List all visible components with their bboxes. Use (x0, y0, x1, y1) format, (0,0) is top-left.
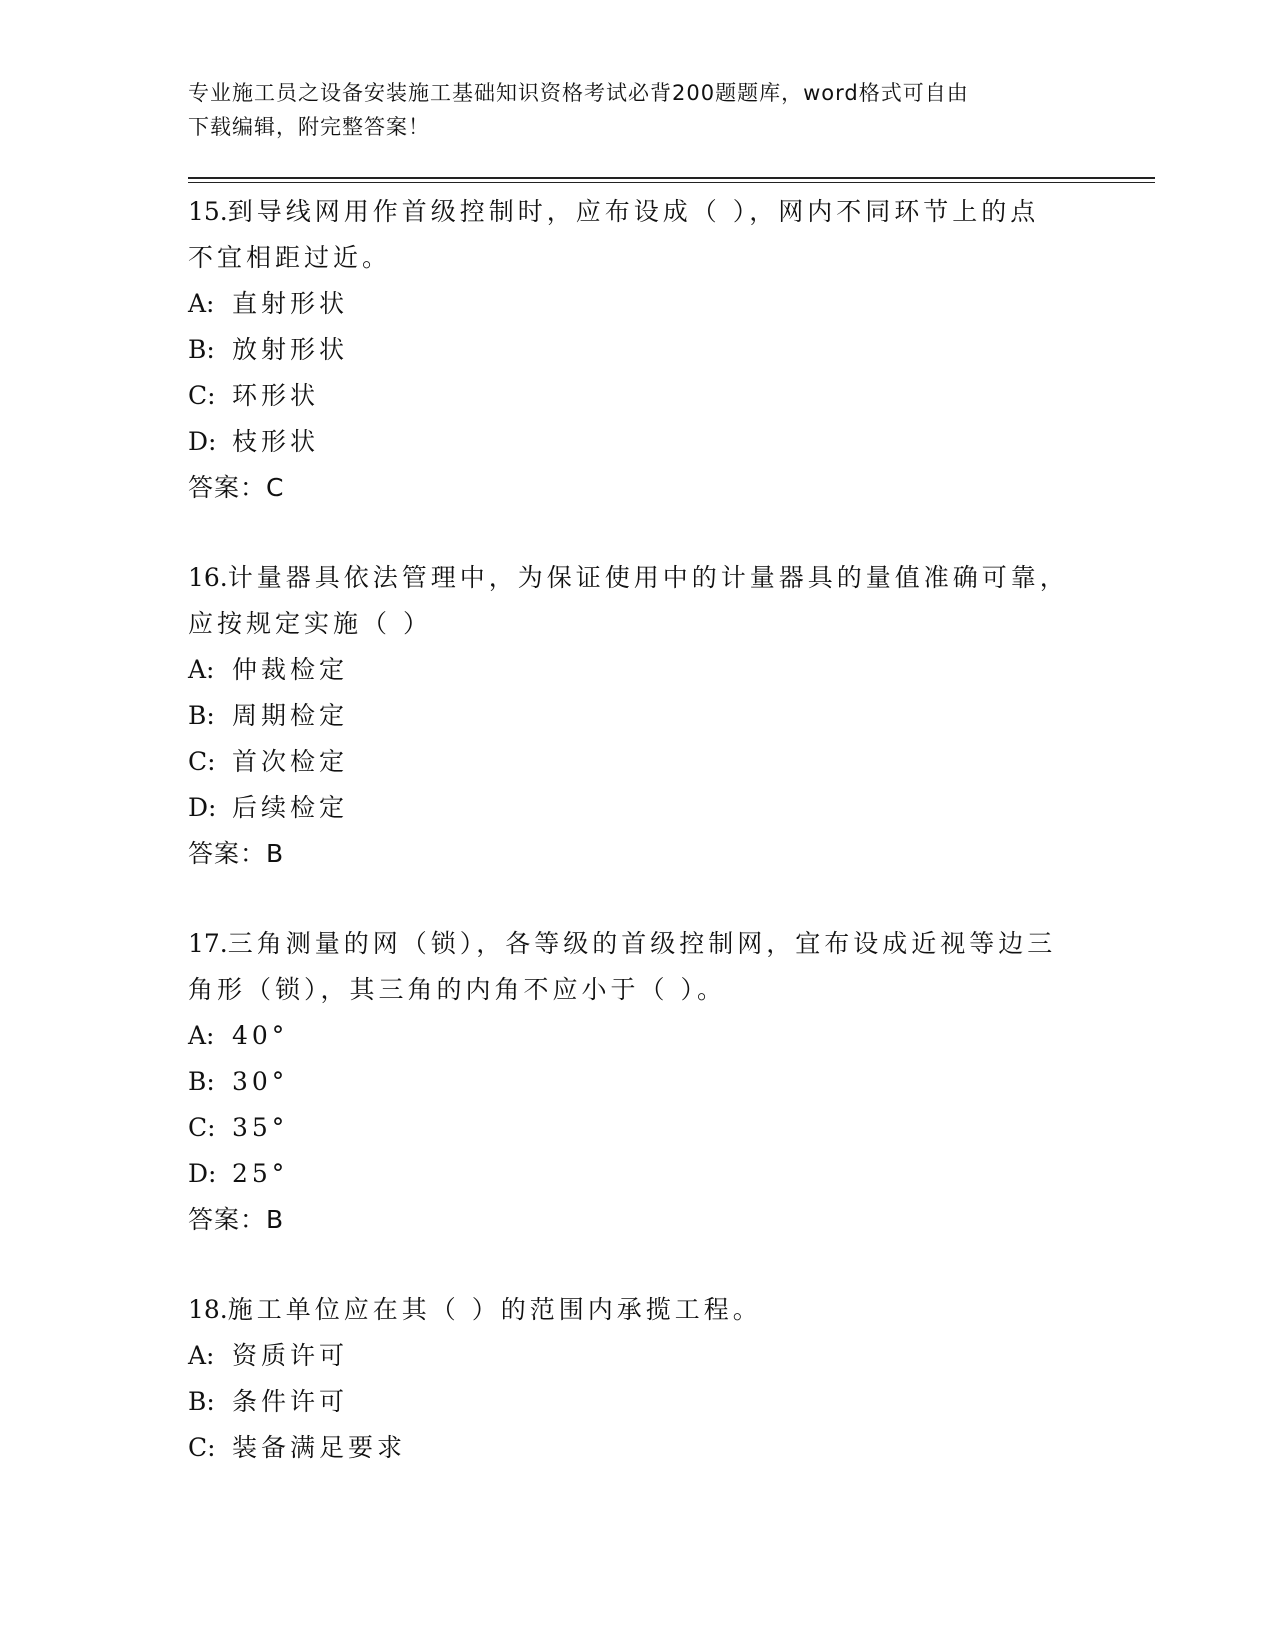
option-letter: C: (188, 1113, 216, 1142)
option-text: 放射形状 (232, 335, 349, 364)
option-b (188, 693, 1088, 739)
option-letter: A: (188, 289, 215, 318)
option-c (188, 1105, 1088, 1151)
answer-line: 答案：B (188, 839, 285, 868)
option-a (188, 281, 1088, 327)
option-letter: D: (188, 427, 217, 456)
option-b (188, 1379, 1088, 1425)
header-divider-thin (188, 182, 1155, 183)
option-text: 35° (232, 1113, 289, 1142)
option-text: 枝形状 (232, 427, 320, 456)
option-c (188, 373, 1088, 419)
question-stem (188, 921, 1088, 967)
option-b (188, 327, 1088, 373)
option-a (188, 1013, 1088, 1059)
option-letter: A: (188, 655, 215, 684)
question-stem-line-1: 三角测量的网（锁），各等级的首级控制网，宜布设成近视等边三 (227, 929, 1057, 958)
question-list (188, 189, 1088, 1515)
document-header (188, 76, 1088, 144)
question-stem-line-1: 计量器具依法管理中，为保证使用中的计量器具的量值准确可靠， (227, 563, 1069, 592)
option-text: 30° (232, 1067, 289, 1096)
question-stem-line-2: 应按规定实施（ ） (188, 609, 432, 638)
question-number: 17. (188, 929, 228, 958)
option-d (188, 419, 1088, 465)
option-letter: C: (188, 1433, 216, 1462)
header-line-1: 专业施工员之设备安装施工基础知识资格考试必背200题题库，word格式可自由 (188, 81, 969, 105)
option-c (188, 739, 1088, 785)
option-b (188, 1059, 1088, 1105)
option-d (188, 785, 1088, 831)
question-18 (188, 1287, 1088, 1471)
question-17 (188, 921, 1088, 1243)
option-letter: D: (188, 793, 217, 822)
option-a (188, 647, 1088, 693)
option-letter: C: (188, 747, 216, 776)
header-divider-thick (188, 177, 1155, 179)
option-a (188, 1333, 1088, 1379)
option-c (188, 1425, 1088, 1471)
question-number: 18. (188, 1295, 228, 1324)
option-text: 仲裁检定 (232, 655, 349, 684)
question-stem (188, 555, 1088, 601)
option-text: 条件许可 (232, 1387, 349, 1416)
option-letter: C: (188, 381, 216, 410)
option-text: 环形状 (232, 381, 320, 410)
option-letter: A: (188, 1341, 215, 1370)
option-text: 首次检定 (232, 747, 349, 776)
option-d (188, 1151, 1088, 1197)
header-line-2: 下载编辑，附完整答案！ (188, 115, 430, 139)
option-letter: B: (188, 1067, 215, 1096)
question-stem-line-1: 施工单位应在其（ ）的范围内承揽工程。 (227, 1295, 762, 1324)
answer-line: 答案：B (188, 1205, 285, 1234)
answer-line: 答案：C (188, 473, 285, 502)
question-number: 15. (188, 197, 228, 226)
option-text: 25° (232, 1159, 289, 1188)
question-stem-line-1: 到导线网用作首级控制时，应布设成（ ），网内不同环节上的点 (227, 197, 1040, 226)
option-letter: A: (188, 1021, 215, 1050)
option-text: 资质许可 (232, 1341, 349, 1370)
option-letter: B: (188, 335, 215, 364)
question-number: 16. (188, 563, 228, 592)
option-text: 后续检定 (232, 793, 349, 822)
option-letter: B: (188, 1387, 215, 1416)
option-letter: D: (188, 1159, 217, 1188)
question-16 (188, 555, 1088, 877)
option-letter: B: (188, 701, 215, 730)
question-stem-line-2: 不宜相距过近。 (188, 243, 392, 272)
question-stem-line-2: 角形（锁），其三角的内角不应小于（ ）。 (188, 975, 726, 1004)
option-text: 装备满足要求 (232, 1433, 407, 1462)
question-15 (188, 189, 1088, 511)
question-stem (188, 1287, 1088, 1333)
option-text: 直射形状 (232, 289, 349, 318)
option-text: 周期检定 (232, 701, 349, 730)
question-stem (188, 189, 1088, 235)
option-text: 40° (232, 1021, 289, 1050)
